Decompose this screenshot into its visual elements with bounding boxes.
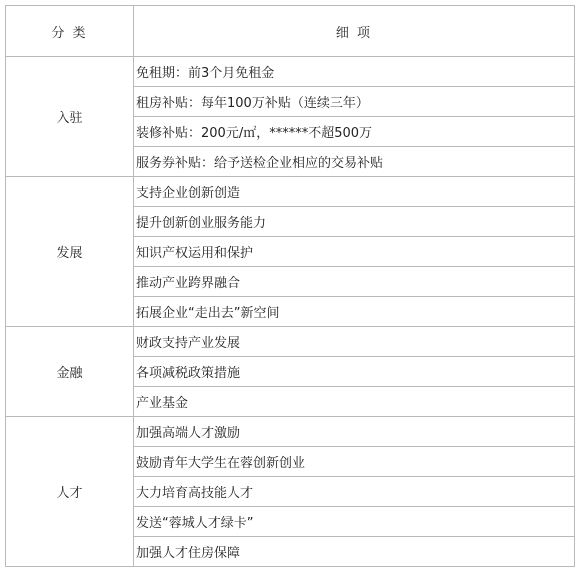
detail-cell: 支持企业创新创造 [134, 177, 575, 207]
category-cell: 发展 [6, 177, 134, 327]
header-category: 分 类 [6, 6, 134, 57]
table-row [6, 327, 575, 357]
detail-cell: 租房补贴：每年100万补贴（连续三年） [134, 87, 575, 117]
detail-cell: 财政支持产业发展 [134, 327, 575, 357]
category-cell: 金融 [6, 327, 134, 417]
detail-cell: 提升创新创业服务能力 [134, 207, 575, 237]
detail-cell: 拓展企业“走出去”新空间 [134, 297, 575, 327]
detail-cell: 加强高端人才激励 [134, 417, 575, 447]
table-row [6, 177, 575, 207]
detail-cell: 各项减税政策措施 [134, 357, 575, 387]
detail-cell: 服务券补贴：给予送检企业相应的交易补贴 [134, 147, 575, 177]
detail-cell: 加强人才住房保障 [134, 537, 575, 567]
detail-cell: 免租期：前3个月免租金 [134, 57, 575, 87]
detail-cell: 大力培育高技能人才 [134, 477, 575, 507]
table-row [6, 417, 575, 447]
category-cell: 人才 [6, 417, 134, 567]
detail-cell: 推动产业跨界融合 [134, 267, 575, 297]
category-cell: 入驻 [6, 57, 134, 177]
policy-table [5, 5, 575, 567]
detail-cell: 发送“蓉城人才绿卡” [134, 507, 575, 537]
detail-cell: 产业基金 [134, 387, 575, 417]
header-detail: 细 项 [134, 6, 575, 57]
detail-cell: 鼓励青年大学生在蓉创新创业 [134, 447, 575, 477]
table-row [6, 57, 575, 87]
detail-cell: 装修补贴：200元/㎡，******不超500万 [134, 117, 575, 147]
header-row [6, 6, 575, 57]
detail-cell: 知识产权运用和保护 [134, 237, 575, 267]
